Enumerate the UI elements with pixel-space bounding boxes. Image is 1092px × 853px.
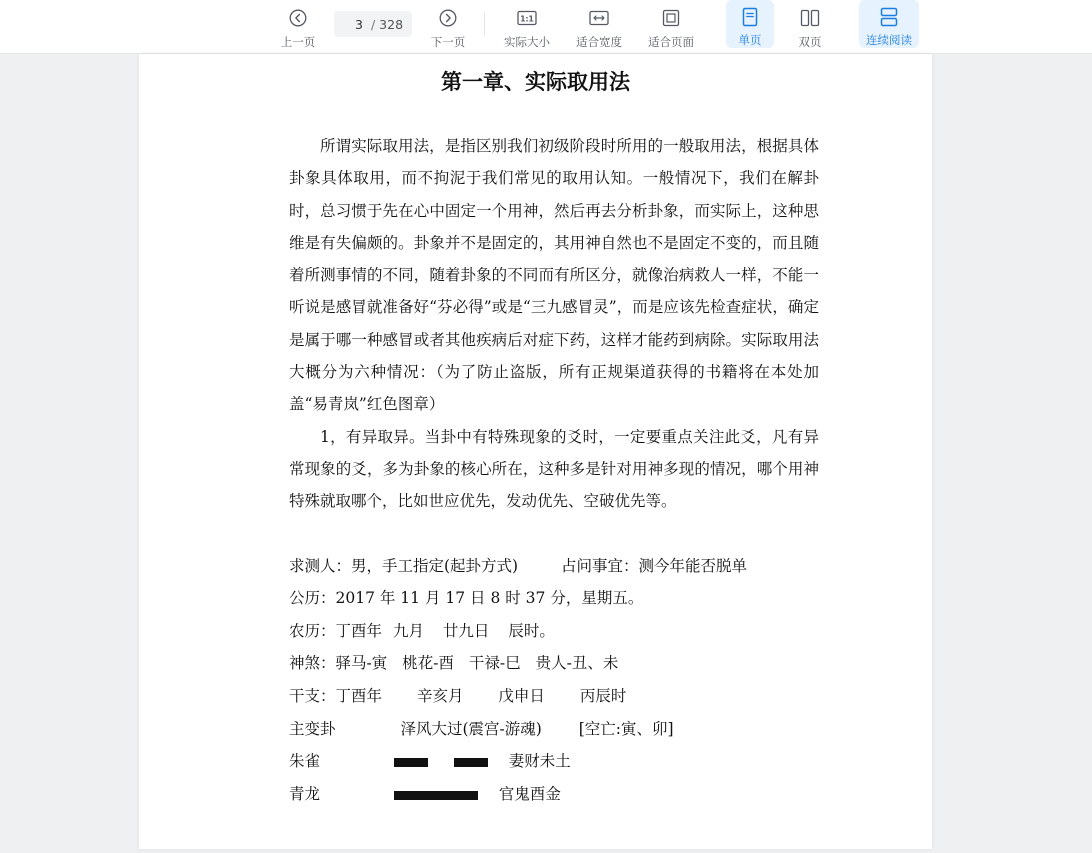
yao-bar [454, 758, 488, 767]
spacer [289, 518, 819, 550]
next-page-button[interactable] [426, 0, 470, 54]
ganzhi-prefix: 干支： [289, 686, 336, 705]
yao-god: 青龙 [289, 784, 321, 803]
gregorian-line [289, 582, 819, 615]
yao-bar [394, 791, 478, 800]
lunar-line [289, 615, 819, 648]
toolbar-divider [484, 12, 485, 36]
page-separator: / [370, 16, 376, 32]
seeker-line [289, 550, 819, 583]
ganzhi-line [289, 680, 819, 713]
ganzhi-day: 戊申日 [498, 686, 545, 705]
prev-page-button[interactable] [276, 0, 320, 54]
paragraph: 1，有异取异。当卦中有特殊现象的爻时，一定要重点关注此爻，凡有异常现象的爻，多为卦象的核心所在，这种多是针对用神多现的情况，哪个用神特殊就取哪个，比如世应优先，发动优先、空破优先等。 [289, 427, 819, 511]
continuous-reading-button[interactable] [859, 0, 919, 48]
seeker-text: 求测人：男，手工指定(起卦方式) [289, 556, 519, 575]
lunar-month: 九月 [392, 621, 424, 640]
yao-line [289, 778, 819, 811]
fit-page-icon [660, 7, 682, 29]
shensha-line [289, 647, 819, 680]
ganzhi-month: 辛亥月 [416, 686, 464, 705]
lunar-day: 廿九日 [442, 621, 490, 640]
fit-width-icon [588, 7, 610, 29]
yao-text: 妻财未土 [508, 752, 571, 771]
fit-width-label: 适合宽度 [576, 35, 622, 49]
yin-line-symbol [394, 746, 488, 778]
svg-text:1:1: 1:1 [520, 14, 534, 24]
reader-toolbar [0, 0, 1092, 54]
double-page-icon [799, 7, 821, 29]
shensha-prefix: 神煞： [289, 654, 336, 673]
gregorian-text: 公历：2017 年 11 月 17 日 8 时 37 分，星期五。 [289, 589, 644, 608]
shensha-item: 桃花-酉 [402, 654, 454, 673]
total-pages: 328 [379, 16, 404, 32]
gua-name: 泽风大过(震宫-游魂) [400, 719, 542, 738]
ganzhi-hour: 丙辰时 [579, 686, 627, 705]
actual-size-button[interactable] [500, 0, 554, 54]
prev-page-label: 上一页 [280, 35, 316, 49]
chapter-title: 第一章、实际取用法 [441, 69, 630, 94]
double-page-label: 双页 [798, 35, 822, 49]
lunar-year: 丁酉年 [335, 621, 383, 640]
continuous-reading-label: 连续阅读 [866, 33, 912, 47]
document-page [139, 54, 932, 849]
gua-kong: [空亡:寅、卯] [578, 719, 674, 738]
actual-size-icon [516, 7, 538, 29]
actual-size-label: 实际大小 [504, 35, 550, 49]
yao-text: 官鬼酉金 [498, 784, 561, 803]
chevron-right-circle-icon [437, 7, 459, 29]
ganzhi-year: 丁酉年 [335, 686, 383, 705]
yao-bar [394, 758, 428, 767]
lunar-hour: 辰时。 [508, 621, 555, 640]
fit-page-label: 适合页面 [648, 35, 694, 49]
shensha-item: 驿马-寅 [335, 654, 388, 673]
gua-label: 主变卦 [289, 719, 336, 738]
gua-line [289, 713, 819, 746]
page-number-box [334, 11, 412, 37]
single-page-icon [739, 7, 761, 27]
yang-line-symbol [394, 779, 478, 811]
single-page-label: 单页 [738, 33, 762, 47]
lunar-prefix: 农历： [289, 621, 336, 640]
fit-page-button[interactable] [644, 0, 698, 54]
continuous-reading-icon [878, 7, 900, 27]
chevron-left-circle-icon [287, 7, 309, 29]
next-page-label: 下一页 [430, 35, 466, 49]
yao-god: 朱雀 [289, 752, 321, 771]
yao-line [289, 745, 819, 778]
shensha-item: 贵人-丑、未 [535, 654, 619, 673]
shensha-item: 干禄-巳 [468, 654, 521, 673]
single-page-button[interactable] [726, 0, 774, 48]
page-body [289, 130, 819, 810]
paragraph: 所谓实际取用法，是指区别我们初级阶段时所用的一般取用法，根据具体卦象具体取用，而不拘泥于我们常见的取用认知。一般情况下，我们在解卦时，总习惯于先在心中固定一个用神，然后再去分析卦象，而实际上，这种思维是有失偏颇的。卦象并不是固定的，其用神自然也不是固定不变的，而且随着所测事情的不同，随着卦象的不同而有所区分，就像治病救人一样，不能一听说是感冒就准备好“芬必得”或是“三九感冒灵”，而是应该先检查症状，确定是属于哪一种感冒或者其他疾病后对症下药，这样才能药到病除。实际取用法大概分为六种情况：（为了防止盗版，所有正规渠道获得的书籍将在本处加盖“易青岚”红色图章） [289, 137, 819, 414]
page-number-input[interactable]: 3 [355, 16, 363, 32]
double-page-button[interactable] [788, 0, 832, 54]
question-text: 占问事宜：测今年能否脱单 [561, 556, 748, 575]
fit-width-button[interactable] [572, 0, 626, 54]
